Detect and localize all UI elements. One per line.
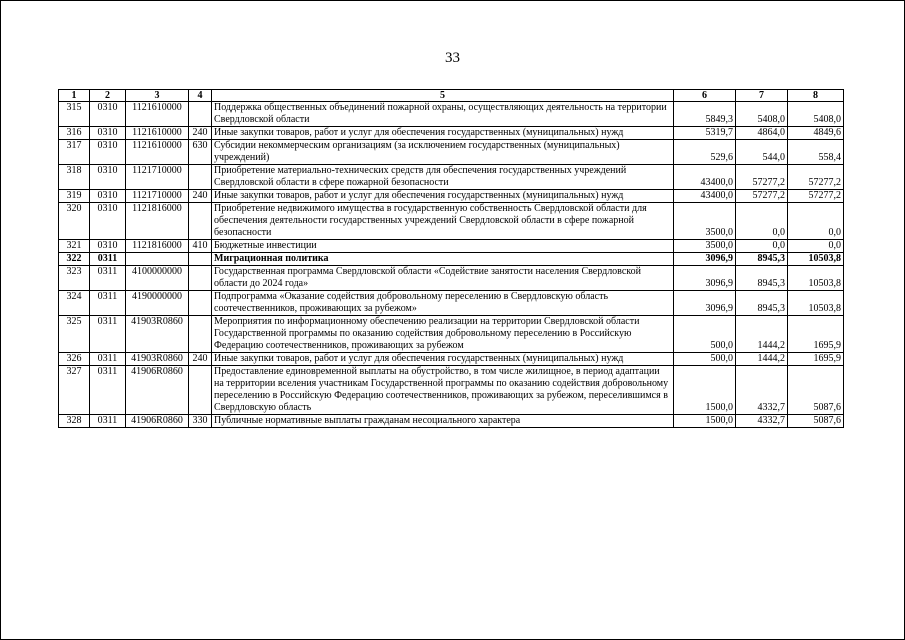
item-name: Иные закупки товаров, работ и услуг для обеспечения государственных (муниципальных) нужд <box>212 353 674 366</box>
table-row <box>59 165 844 190</box>
table-row <box>59 353 844 366</box>
section-code: 0310 <box>90 190 126 203</box>
section-code: 0311 <box>90 353 126 366</box>
expense-type-code <box>189 316 212 353</box>
item-name: Поддержка общественных объединений пожарной охраны, осуществляющих деятельность на территории Свердловской области <box>212 102 674 127</box>
amount-col-8: 5087,6 <box>788 366 844 415</box>
amount-col-6: 3096,9 <box>674 291 736 316</box>
section-code: 0311 <box>90 415 126 428</box>
amount-col-8: 10503,8 <box>788 266 844 291</box>
section-code: 0310 <box>90 203 126 240</box>
row-number: 316 <box>59 127 90 140</box>
target-article-code <box>126 253 189 266</box>
expense-type-code <box>189 253 212 266</box>
section-code: 0310 <box>90 102 126 127</box>
item-name: Иные закупки товаров, работ и услуг для обеспечения государственных (муниципальных) нужд <box>212 127 674 140</box>
amount-col-8: 5087,6 <box>788 415 844 428</box>
table-row <box>59 127 844 140</box>
section-code: 0310 <box>90 127 126 140</box>
amount-col-8: 10503,8 <box>788 291 844 316</box>
item-name: Государственная программа Свердловской области «Содействие занятости населения Свердловской области до 2024 года» <box>212 266 674 291</box>
amount-col-7: 0,0 <box>736 203 788 240</box>
expense-type-code: 240 <box>189 353 212 366</box>
column-header-6: 6 <box>674 90 736 102</box>
column-header-7: 7 <box>736 90 788 102</box>
amount-col-6: 5849,3 <box>674 102 736 127</box>
item-name: Предоставление единовременной выплаты на обустройство, в том числе жилищное, в период адаптации на территории вселения участникам Государственной программы по оказанию содействия добровольному переселению в Российскую Федерацию соотечественников, проживающих за рубежом, переселившимся в Свердловскую область <box>212 366 674 415</box>
target-article-code: 1121816000 <box>126 203 189 240</box>
target-article-code: 4190000000 <box>126 291 189 316</box>
column-header-4: 4 <box>189 90 212 102</box>
section-code: 0310 <box>90 140 126 165</box>
amount-col-8: 5408,0 <box>788 102 844 127</box>
amount-col-7: 57277,2 <box>736 190 788 203</box>
column-header-2: 2 <box>90 90 126 102</box>
table-row <box>59 240 844 253</box>
section-code: 0311 <box>90 316 126 353</box>
amount-col-6: 1500,0 <box>674 366 736 415</box>
expense-type-code <box>189 165 212 190</box>
amount-col-7: 0,0 <box>736 240 788 253</box>
target-article-code: 1121816000 <box>126 240 189 253</box>
section-code: 0310 <box>90 165 126 190</box>
amount-col-7: 8945,3 <box>736 253 788 266</box>
section-code: 0311 <box>90 266 126 291</box>
item-name: Субсидии некоммерческим организациям (за исключением государственных (муниципальных) учреждений) <box>212 140 674 165</box>
amount-col-7: 1444,2 <box>736 353 788 366</box>
table-row <box>59 203 844 240</box>
amount-col-7: 4332,7 <box>736 415 788 428</box>
table-row <box>59 190 844 203</box>
row-number: 320 <box>59 203 90 240</box>
amount-col-6: 500,0 <box>674 353 736 366</box>
column-header-8: 8 <box>788 90 844 102</box>
amount-col-7: 4332,7 <box>736 366 788 415</box>
target-article-code: 41906R0860 <box>126 415 189 428</box>
table-body <box>59 102 844 428</box>
amount-col-6: 5319,7 <box>674 127 736 140</box>
amount-col-8: 0,0 <box>788 203 844 240</box>
amount-col-8: 4849,6 <box>788 127 844 140</box>
table-row <box>59 415 844 428</box>
table-row <box>59 266 844 291</box>
expense-type-code <box>189 266 212 291</box>
amount-col-6: 43400,0 <box>674 165 736 190</box>
row-number: 315 <box>59 102 90 127</box>
amount-col-8: 1695,9 <box>788 353 844 366</box>
expense-type-code: 330 <box>189 415 212 428</box>
table-row <box>59 316 844 353</box>
expense-type-code: 240 <box>189 190 212 203</box>
amount-col-8: 558,4 <box>788 140 844 165</box>
item-name: Бюджетные инвестиции <box>212 240 674 253</box>
row-number: 319 <box>59 190 90 203</box>
table-row <box>59 366 844 415</box>
row-number: 322 <box>59 253 90 266</box>
amount-col-6: 529,6 <box>674 140 736 165</box>
row-number: 327 <box>59 366 90 415</box>
row-number: 328 <box>59 415 90 428</box>
amount-col-6: 1500,0 <box>674 415 736 428</box>
item-name: Приобретение материально-технических средств для обеспечения государственных учреждений Свердловской области в сфере пожарной безопасности <box>212 165 674 190</box>
amount-col-8: 10503,8 <box>788 253 844 266</box>
target-article-code: 1121610000 <box>126 102 189 127</box>
target-article-code: 41906R0860 <box>126 366 189 415</box>
target-article-code: 1121610000 <box>126 127 189 140</box>
amount-col-8: 0,0 <box>788 240 844 253</box>
item-name: Мероприятия по информационному обеспечению реализации на территории Свердловской области Государственной программы по оказанию содействия добровольному переселению в Российскую Федерацию соотечественников, проживающих за рубежом <box>212 316 674 353</box>
amount-col-7: 8945,3 <box>736 291 788 316</box>
amount-col-6: 3500,0 <box>674 203 736 240</box>
target-article-code: 1121610000 <box>126 140 189 165</box>
row-number: 318 <box>59 165 90 190</box>
page-number: 33 <box>445 50 460 66</box>
column-header-3: 3 <box>126 90 189 102</box>
target-article-code: 41903R0860 <box>126 353 189 366</box>
amount-col-6: 500,0 <box>674 316 736 353</box>
amount-col-7: 4864,0 <box>736 127 788 140</box>
section-code: 0311 <box>90 291 126 316</box>
amount-col-7: 57277,2 <box>736 165 788 190</box>
item-name: Иные закупки товаров, работ и услуг для обеспечения государственных (муниципальных) нужд <box>212 190 674 203</box>
header-row <box>59 90 844 102</box>
amount-col-8: 57277,2 <box>788 165 844 190</box>
expense-type-code <box>189 291 212 316</box>
column-header-5: 5 <box>212 90 674 102</box>
row-number: 317 <box>59 140 90 165</box>
amount-col-7: 1444,2 <box>736 316 788 353</box>
amount-col-7: 544,0 <box>736 140 788 165</box>
amount-col-7: 5408,0 <box>736 102 788 127</box>
expense-type-code: 410 <box>189 240 212 253</box>
target-article-code: 1121710000 <box>126 165 189 190</box>
item-name: Подпрограмма «Оказание содействия добровольному переселению в Свердловскую область соотечественников, проживающих за рубежом» <box>212 291 674 316</box>
item-name: Приобретение недвижимого имущества в государственную собственность Свердловской области для обеспечения деятельности государственных учреждений Свердловской области в сфере пожарной безопасности <box>212 203 674 240</box>
section-code: 0311 <box>90 366 126 415</box>
budget-table <box>58 89 844 428</box>
amount-col-8: 57277,2 <box>788 190 844 203</box>
expense-type-code: 240 <box>189 127 212 140</box>
column-header-1: 1 <box>59 90 90 102</box>
item-name: Миграционная политика <box>212 253 674 266</box>
row-number: 325 <box>59 316 90 353</box>
expense-type-code <box>189 102 212 127</box>
table-row <box>59 291 844 316</box>
item-name: Публичные нормативные выплаты гражданам несоциального характера <box>212 415 674 428</box>
expense-type-code <box>189 366 212 415</box>
table-row <box>59 253 844 266</box>
amount-col-7: 8945,3 <box>736 266 788 291</box>
amount-col-6: 3096,9 <box>674 266 736 291</box>
row-number: 321 <box>59 240 90 253</box>
section-code: 0311 <box>90 253 126 266</box>
expense-type-code: 630 <box>189 140 212 165</box>
row-number: 323 <box>59 266 90 291</box>
amount-col-6: 3500,0 <box>674 240 736 253</box>
amount-col-6: 43400,0 <box>674 190 736 203</box>
row-number: 324 <box>59 291 90 316</box>
table-row <box>59 140 844 165</box>
table-row <box>59 102 844 127</box>
row-number: 326 <box>59 353 90 366</box>
target-article-code: 41903R0860 <box>126 316 189 353</box>
target-article-code: 4100000000 <box>126 266 189 291</box>
amount-col-6: 3096,9 <box>674 253 736 266</box>
section-code: 0310 <box>90 240 126 253</box>
amount-col-8: 1695,9 <box>788 316 844 353</box>
expense-type-code <box>189 203 212 240</box>
target-article-code: 1121710000 <box>126 190 189 203</box>
